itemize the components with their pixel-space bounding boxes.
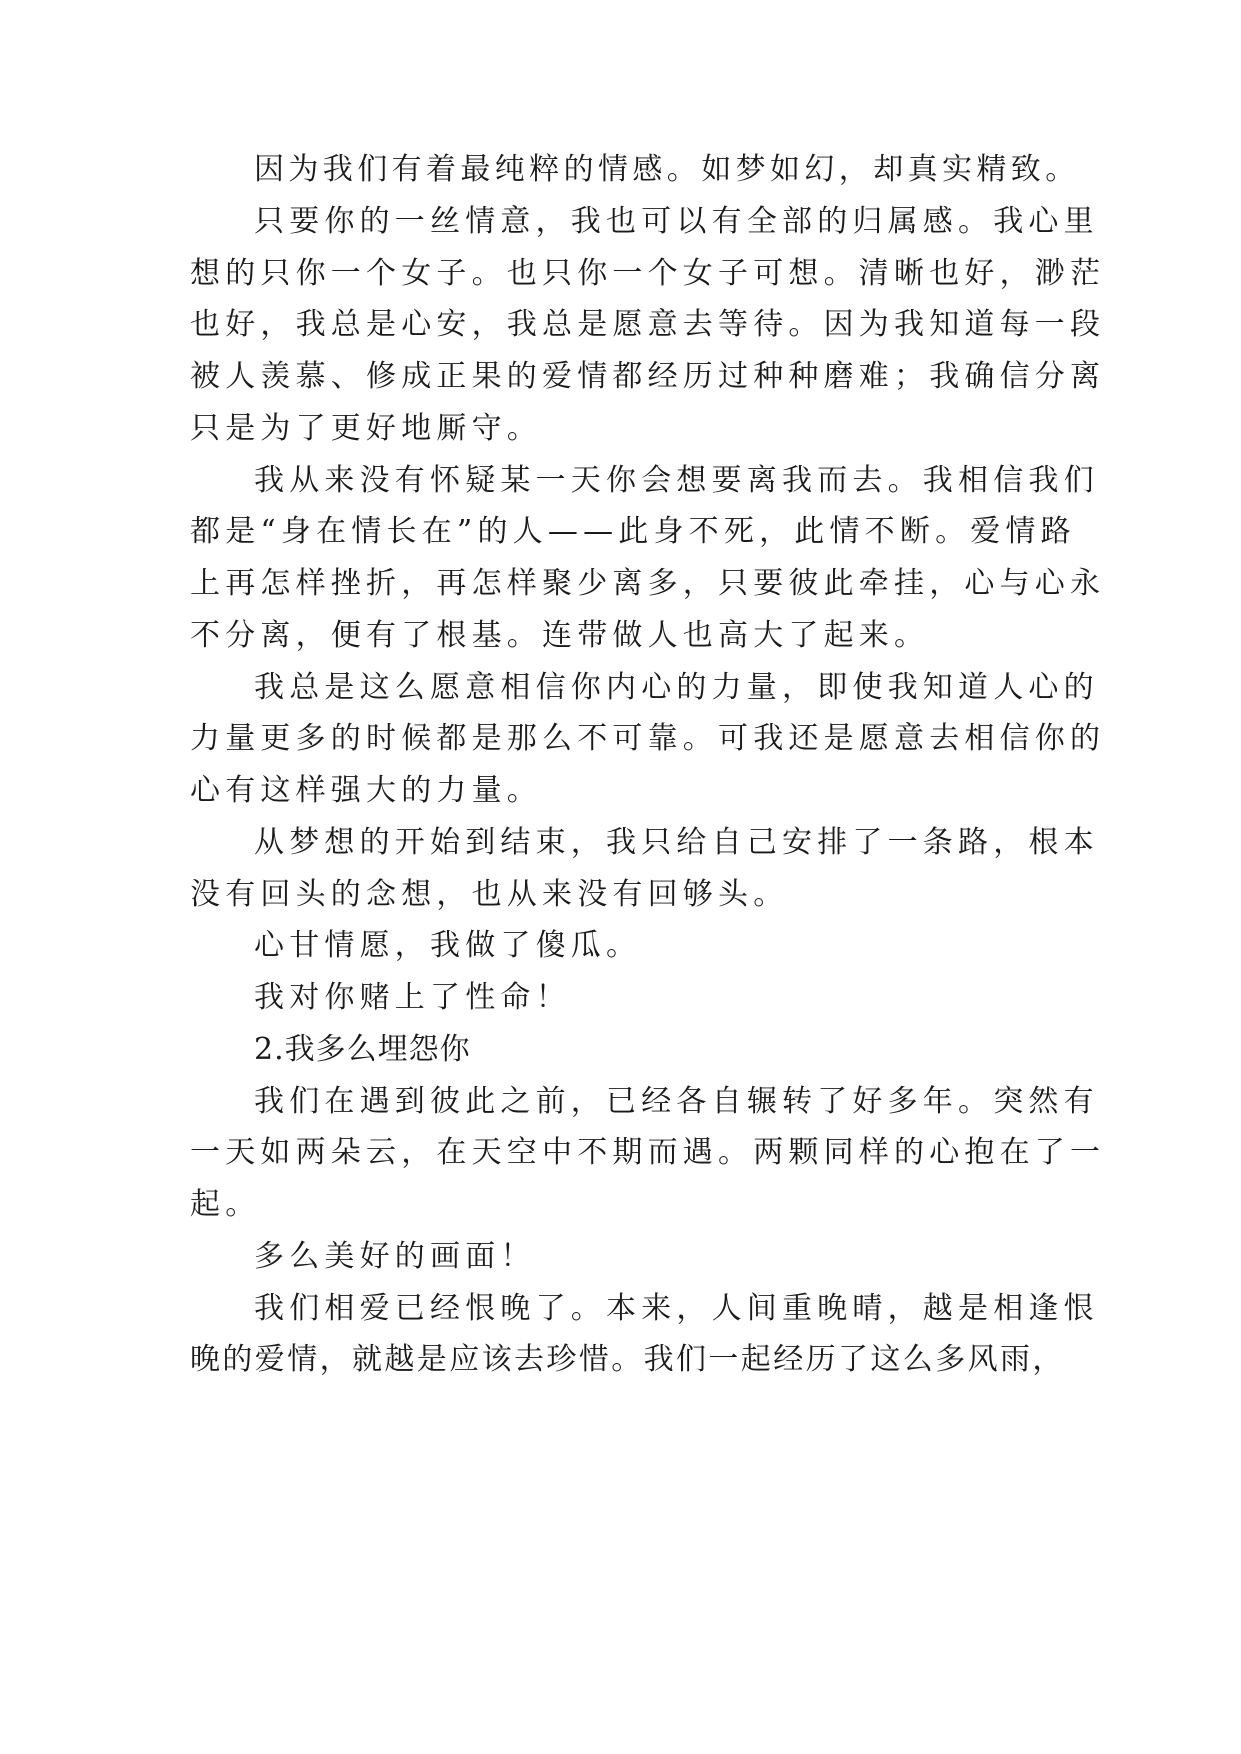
paragraph-line: 我们相爱已经恨晚了。本来，人间重晚晴，越是相逢恨 — [254, 1291, 1099, 1326]
paragraph-line: 晚的爱情，就越是应该去珍惜。我们一起经历了这么多风雨， — [190, 1342, 1065, 1377]
paragraph-line: 起。 — [190, 1187, 261, 1222]
paragraph-line: 我们在遇到彼此之前，已经各自辗转了好多年。突然有 — [254, 1084, 1099, 1119]
paragraph-line: 不分离，便有了根基。连带做人也高大了起来。 — [190, 618, 930, 653]
paragraph-line: 想的只你一个女子。也只你一个女子可想。清晰也好，渺茫 — [190, 256, 1106, 291]
section-heading: 2.我多么埋怨你 — [254, 1032, 471, 1067]
paragraph-line: 我总是这么愿意相信你内心的力量，即使我知道人心的 — [254, 670, 1099, 705]
paragraph-line: 多么美好的画面！ — [254, 1239, 536, 1274]
paragraph-line: 上再怎样挫折，再怎样聚少离多，只要彼此牵挂，心与心永 — [190, 566, 1106, 601]
paragraph-line: 力量更多的时候都是那么不可靠。可我还是愿意去相信你的 — [190, 721, 1106, 756]
paragraph-line: 心甘情愿，我做了傻瓜。 — [254, 928, 642, 963]
paragraph-line: 也好，我总是心安，我总是愿意去等待。因为我知道每一段 — [190, 307, 1106, 342]
paragraph-line: 没有回头的念想，也从来没有回够头。 — [190, 877, 789, 912]
paragraph-line: 从梦想的开始到结束，我只给自己安排了一条路，根本 — [254, 825, 1099, 860]
paragraph-line: 只是为了更好地厮守。 — [190, 411, 542, 446]
paragraph-line: 被人羡慕、修成正果的爱情都经历过种种磨难；我确信分离 — [190, 359, 1106, 394]
paragraph-line: 心有这样强大的力量。 — [190, 773, 542, 808]
paragraph-line: 只要你的一丝情意，我也可以有全部的归属感。我心里 — [254, 204, 1099, 239]
paragraph-line: 我对你赌上了性命！ — [254, 980, 571, 1015]
paragraph-line: 一天如两朵云，在天空中不期而遇。两颗同样的心抱在了一 — [190, 1135, 1106, 1170]
paragraph-line: 都是“身在情长在”的人——此身不死，此情不断。爱情路 — [190, 514, 1076, 549]
paragraph-line: 我从来没有怀疑某一天你会想要离我而去。我相信我们 — [254, 463, 1099, 498]
paragraph-line: 因为我们有着最纯粹的情感。如梦如幻，却真实精致。 — [254, 152, 1080, 187]
